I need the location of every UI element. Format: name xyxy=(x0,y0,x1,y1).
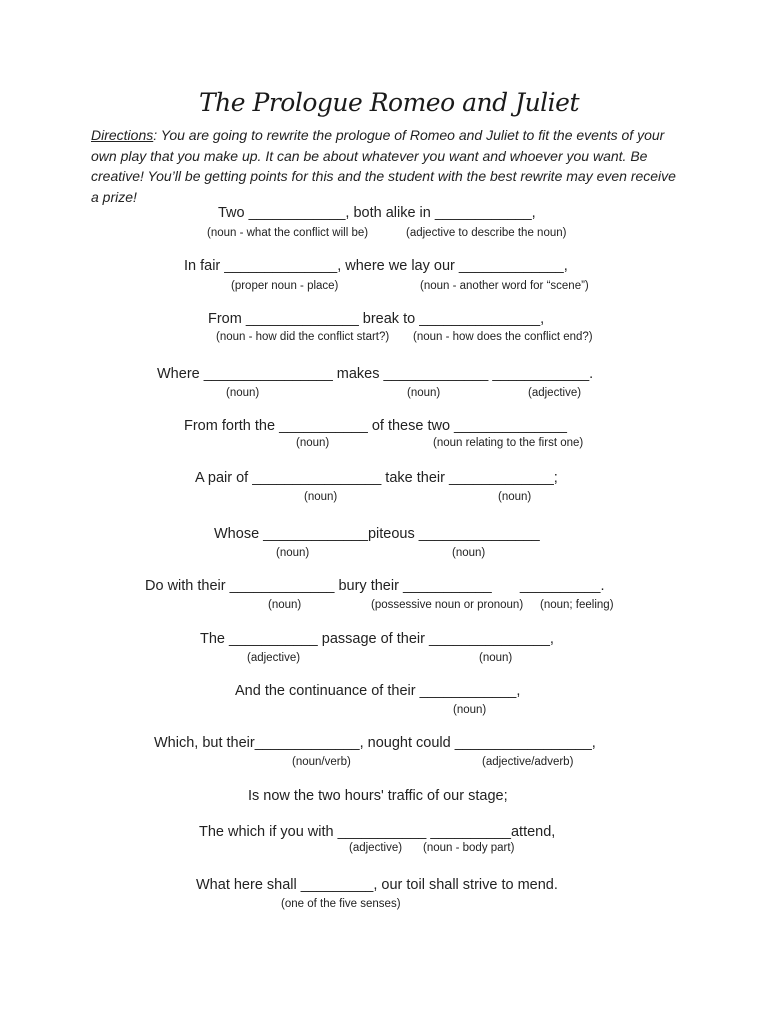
hint-6-1: (noun) xyxy=(304,491,338,503)
prologue-line-8: Do with their _____________ bury their ___________ __________. xyxy=(145,578,605,594)
prologue-line-12: Is now the two hours' traffic of our stage; xyxy=(248,788,508,804)
hint-11-1: (noun/verb) xyxy=(292,756,351,768)
directions-label: Directions xyxy=(91,127,154,143)
prologue-line-3: From ______________ break to _______________, xyxy=(208,311,545,327)
hint-13-1: (adjective) xyxy=(349,842,403,854)
prologue-line-2: In fair ______________, where we lay our _____________, xyxy=(184,258,568,274)
hint-10-1: (noun) xyxy=(453,704,487,716)
prologue-line-4: Where ________________ makes _____________ ____________. xyxy=(157,366,594,382)
hint-14-1: (one of the five senses) xyxy=(281,898,401,910)
hint-13-2: (noun - body part) xyxy=(423,842,515,854)
hint-4-2: (noun) xyxy=(407,387,441,399)
hint-9-1: (adjective) xyxy=(247,652,301,664)
hint-4-3: (adjective) xyxy=(528,387,582,399)
prologue-line-9: The ___________ passage of their _______________, xyxy=(200,631,554,647)
prologue-line-5: From forth the ___________ of these two ______________ xyxy=(184,418,567,434)
hint-3-2: (noun - how does the conflict end?) xyxy=(413,331,593,343)
prologue-line-7: Whose _____________piteous _______________ xyxy=(214,526,540,542)
hint-2-1: (proper noun - place) xyxy=(231,280,339,292)
prologue-line-6: A pair of ________________ take their _____________; xyxy=(195,470,558,486)
hint-11-2: (adjective/adverb) xyxy=(482,756,574,768)
hint-3-1: (noun - how did the conflict start?) xyxy=(216,331,390,343)
hint-7-2: (noun) xyxy=(452,547,486,559)
directions-text: : You are going to rewrite the prologue of Romeo and Juliet to fit the events of your own play that you make up. It can be about whatever you want and whoever you want. Be creative! You’ll be getting points for this and the student with the best rewrite may even receive a prize! xyxy=(91,127,676,205)
hint-5-2: (noun relating to the first one) xyxy=(433,437,584,449)
hint-8-3: (noun; feeling) xyxy=(540,599,614,611)
hint-4-1: (noun) xyxy=(226,387,260,399)
prologue-line-11: Which, but their_____________, nought could _________________, xyxy=(154,735,596,751)
prologue-line-10: And the continuance of their ____________, xyxy=(235,683,521,699)
page-title: The Prologue Romeo and Juliet xyxy=(198,88,580,117)
hint-5-1: (noun) xyxy=(296,437,330,449)
prologue-line-13: The which if you with ___________ __________attend, xyxy=(199,824,556,840)
hint-1-1: (noun - what the conflict will be) xyxy=(207,227,369,239)
directions-paragraph xyxy=(91,125,681,207)
hint-9-2: (noun) xyxy=(479,652,513,664)
hint-8-1: (noun) xyxy=(268,599,302,611)
hint-2-2: (noun - another word for “scene”) xyxy=(420,280,589,292)
hint-7-1: (noun) xyxy=(276,547,310,559)
prologue-line-1: Two ____________, both alike in ____________, xyxy=(218,205,536,221)
hint-8-2: (possessive noun or pronoun) xyxy=(371,599,524,611)
prologue-line-14: What here shall _________, our toil shall strive to mend. xyxy=(196,877,558,893)
hint-6-2: (noun) xyxy=(498,491,532,503)
hint-1-2: (adjective to describe the noun) xyxy=(406,227,567,239)
